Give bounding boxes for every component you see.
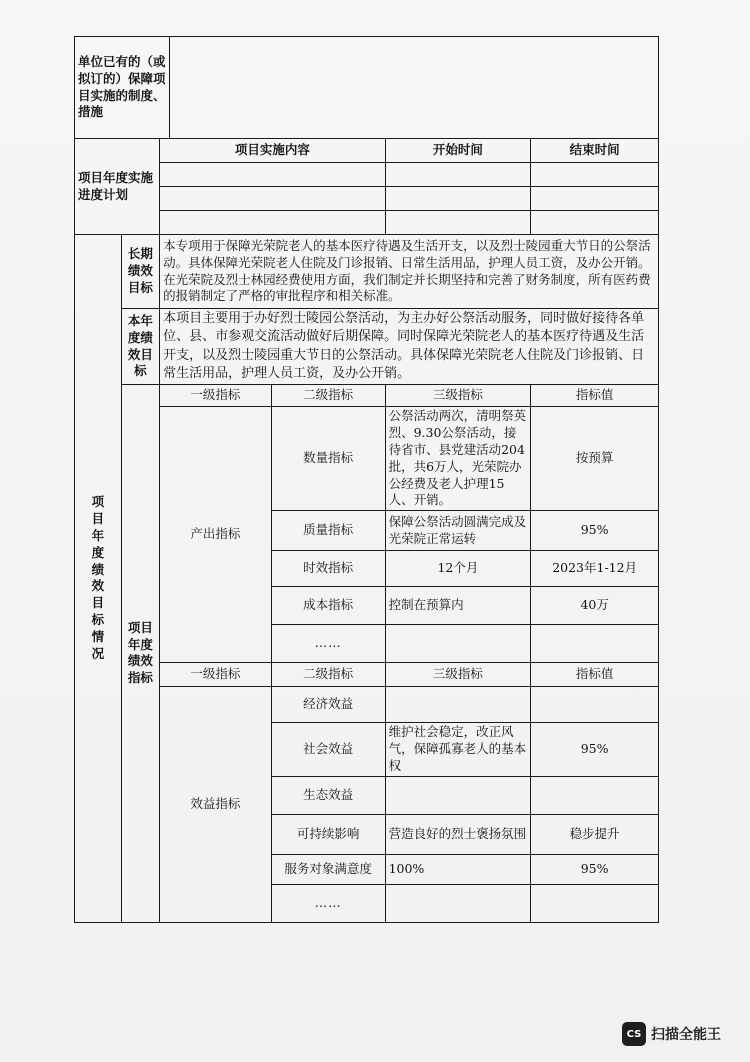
schedule-header-content: 项目实施内容 (160, 139, 385, 163)
schedule-header-start: 开始时间 (385, 139, 531, 163)
output-l3: 公祭活动两次，清明祭英烈、9.30公祭活动，接待省市、县党建活动204批，共6万人，光荣院办公经费及老人护理15人、开销。 (385, 407, 531, 511)
output-l2: 时效指标 (271, 551, 385, 587)
benefit-value: 95% (531, 854, 659, 884)
schedule-cell (160, 211, 385, 235)
output-value (531, 625, 659, 663)
schedule-cell (531, 163, 659, 187)
output-l3 (385, 625, 531, 663)
schedule-cell (531, 211, 659, 235)
benefit-l2: 生态效益 (271, 776, 385, 814)
output-header-l2: 二级指标 (271, 385, 385, 407)
policy-row (75, 37, 659, 139)
output-value: 95% (531, 511, 659, 551)
goals-label: 项目年度绩效目标情况 (75, 235, 122, 923)
annual-goal-text: 本项目主要用于办好烈士陵园公祭活动，为主办好公祭活动服务，同时做好接待各单位、县、市参观交流活动做好后期保障。同时保障光荣院老人的基本医疗待遇及生活开支，以及烈士陵园重大节日的公祭活动。具体保障光荣院老人住院及门诊报销、日常生活用品，护理人员工资，及办公开销。 (160, 309, 659, 385)
output-l3: 控制在预算内 (385, 587, 531, 625)
benefit-l2: 经济效益 (271, 687, 385, 723)
schedule-cell (385, 163, 531, 187)
indicators-label: 项目年度绩效指标 (121, 385, 159, 923)
benefit-value (531, 884, 659, 922)
benefit-l3 (385, 687, 531, 723)
schedule-cell (531, 187, 659, 211)
policy-label: 单位已有的（或拟订的）保障项目实施的制度、措施 (75, 37, 170, 139)
annual-goal-label: 本年度绩效目标 (121, 309, 159, 385)
performance-form-table (74, 36, 659, 923)
benefit-l3: 100% (385, 854, 531, 884)
output-row (75, 407, 659, 511)
schedule-cell (385, 187, 531, 211)
schedule-cell (385, 211, 531, 235)
output-value: 2023年1-12月 (531, 551, 659, 587)
benefit-value: 稳步提升 (531, 814, 659, 854)
benefit-category-text: 效益指标 (190, 796, 241, 812)
benefit-l2: 可持续影响 (271, 814, 385, 854)
schedule-row (75, 211, 659, 235)
benefit-l3: 维护社会稳定，改正风气，保障孤寡老人的基本权 (385, 723, 531, 777)
benefit-l3 (385, 776, 531, 814)
benefit-header-l2: 二级指标 (271, 663, 385, 687)
output-value: 40万 (531, 587, 659, 625)
schedule-label: 项目年度实施进度计划 (75, 139, 160, 235)
output-header-l1: 一级指标 (160, 385, 272, 407)
policy-content (169, 37, 658, 139)
output-header-value: 指标值 (531, 385, 659, 407)
output-header-l3: 三级指标 (385, 385, 531, 407)
benefit-l3 (385, 884, 531, 922)
benefit-l3: 营造良好的烈士褒扬氛围 (385, 814, 531, 854)
benefit-header-l1: 一级指标 (160, 663, 272, 687)
benefit-l2: 服务对象满意度 (271, 854, 385, 884)
benefit-header-value: 指标值 (531, 663, 659, 687)
output-category: 产出指标 (160, 407, 272, 663)
output-l3: 12个月 (385, 551, 531, 587)
benefit-row (75, 687, 659, 723)
schedule-header-end: 结束时间 (531, 139, 659, 163)
output-l2: 数量指标 (271, 407, 385, 511)
schedule-cell (160, 163, 385, 187)
camscanner-logo-icon: CS (622, 1022, 646, 1046)
benefit-category (160, 687, 272, 923)
long-term-label: 长期绩效目标 (121, 235, 159, 309)
benefit-value (531, 687, 659, 723)
schedule-row (75, 187, 659, 211)
benefit-value: 95% (531, 723, 659, 777)
output-l2: 成本指标 (271, 587, 385, 625)
output-l2: 质量指标 (271, 511, 385, 551)
benefit-l2: …… (271, 884, 385, 922)
benefit-l2: 社会效益 (271, 723, 385, 777)
scanner-watermark (622, 1022, 721, 1046)
output-l3: 保障公祭活动圆满完成及光荣院正常运转 (385, 511, 531, 551)
watermark-text: 扫描全能王 (651, 1027, 721, 1043)
long-term-text: 本专项用于保障光荣院老人的基本医疗待遇及生活开支，以及烈士陵园重大节日的公祭活动。具体保障光荣院老人住院及门诊报销、日常生活用品，护理人员工资，及办公开销。在光荣院及烈士林园经费使用方面，我们制定并长期坚持和完善了财务制度，所有医药费的报销制定了严格的审批程序和相关标准。 (160, 235, 659, 309)
schedule-cell (160, 187, 385, 211)
output-l2: …… (271, 625, 385, 663)
benefit-header-l3: 三级指标 (385, 663, 531, 687)
output-value: 按预算 (531, 407, 659, 511)
benefit-value (531, 776, 659, 814)
schedule-row (75, 163, 659, 187)
